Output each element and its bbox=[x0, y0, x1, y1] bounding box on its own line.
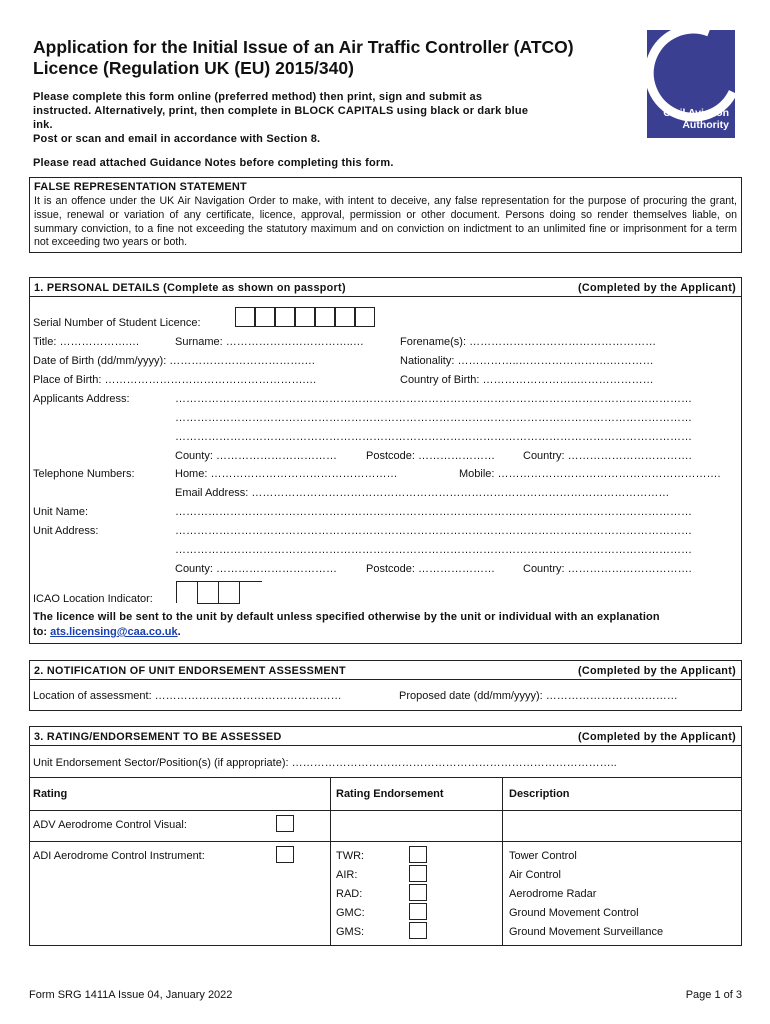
unit-address-line-2[interactable]: …………………………………………………………………………………………………………………………… bbox=[175, 544, 692, 556]
column-rating: Rating bbox=[33, 788, 68, 800]
adv-rating-checkbox[interactable] bbox=[276, 815, 294, 832]
intro-line-2: instructed. Alternatively, print, then complete in BLOCK CAPITALS using black or dark blue bbox=[33, 105, 529, 117]
intro-line-4: Post or scan and email in accordance with Section 8. bbox=[33, 133, 321, 145]
title-line-1: Application for the Initial Issue of an Air Traffic Controller (ATCO) bbox=[33, 37, 574, 57]
licence-delivery-note: The licence will be sent to the unit by default unless specified otherwise by the unit or individual with an explanation bbox=[33, 611, 660, 623]
section-2-title: 2. NOTIFICATION OF UNIT ENDORSEMENT ASSESSMENT bbox=[34, 665, 346, 677]
place-of-birth-field[interactable]: Place of Birth: ……………………………………………….… bbox=[33, 374, 317, 386]
endorsement-code-air: AIR: bbox=[336, 869, 358, 881]
logo-line-2: Authority bbox=[682, 118, 729, 131]
serial-digit-box[interactable] bbox=[235, 307, 255, 327]
section-2-header bbox=[29, 660, 742, 680]
page-title bbox=[33, 37, 633, 79]
serial-digit-box[interactable] bbox=[275, 307, 295, 327]
applicant-address-line-1[interactable]: …………………………………………………………………………………………………………………………… bbox=[175, 393, 692, 405]
serial-digit-box[interactable] bbox=[255, 307, 275, 327]
title-line-2: Licence (Regulation UK (EU) 2015/340) bbox=[33, 58, 354, 78]
page-number: Page 1 of 3 bbox=[685, 989, 742, 1001]
section-3-completed-by: (Completed by the Applicant) bbox=[578, 731, 736, 743]
column-description: Description bbox=[509, 788, 570, 800]
unit-county-field[interactable]: County: …………………………… bbox=[175, 563, 337, 575]
endorsement-checkbox-rad[interactable] bbox=[409, 884, 427, 901]
licence-note-to: to: bbox=[33, 626, 48, 638]
adv-rating-label: ADV Aerodrome Control Visual: bbox=[33, 819, 187, 831]
icao-char-box[interactable] bbox=[218, 581, 239, 603]
assessment-location-field[interactable]: Location of assessment: …………………………………………… bbox=[33, 690, 342, 702]
guidance-note: Please read attached Guidance Notes before completing this form. bbox=[33, 157, 394, 169]
unit-name-label: Unit Name: bbox=[33, 506, 89, 518]
false-representation-heading: FALSE REPRESENTATION STATEMENT bbox=[34, 181, 247, 193]
sector-position-field[interactable]: Unit Endorsement Sector/Position(s) (if appropriate): …………………………………………………………………………….. bbox=[33, 757, 617, 769]
forename-field[interactable]: Forename(s): …………………………………………… bbox=[400, 336, 657, 348]
unit-address-line-1[interactable]: …………………………………………………………………………………………………………………………… bbox=[175, 525, 692, 537]
unit-postcode-field[interactable]: Postcode: ………………… bbox=[366, 563, 495, 575]
endorsement-desc-air: Air Control bbox=[509, 869, 561, 881]
intro-instructions bbox=[33, 90, 613, 146]
section-2-completed-by: (Completed by the Applicant) bbox=[578, 665, 736, 677]
intro-line-1: Please complete this form online (preferred method) then print, sign and submit as bbox=[33, 91, 483, 103]
endorsement-code-gmc: GMC: bbox=[336, 907, 365, 919]
proposed-date-field[interactable]: Proposed date (dd/mm/yyyy): ……………………………… bbox=[399, 690, 678, 702]
email-field[interactable]: Email Address: …………………………………………………………………………………………………… bbox=[175, 487, 670, 499]
serial-digit-box[interactable] bbox=[295, 307, 315, 327]
endorsement-desc-gmc: Ground Movement Control bbox=[509, 907, 639, 919]
unit-country-field[interactable]: Country: ……………………………. bbox=[523, 563, 692, 575]
applicant-postcode-field[interactable]: Postcode: ………………… bbox=[366, 450, 495, 462]
unit-address-label: Unit Address: bbox=[33, 525, 99, 537]
caa-logo bbox=[647, 30, 735, 138]
applicant-address-label: Applicants Address: bbox=[33, 393, 130, 405]
endorsement-checkbox-gmc[interactable] bbox=[409, 903, 427, 920]
section-1-completed-by: (Completed by the Applicant) bbox=[578, 282, 736, 294]
serial-digit-box[interactable] bbox=[355, 307, 375, 327]
form-reference: Form SRG 1411A Issue 04, January 2022 bbox=[29, 989, 233, 1001]
endorsement-code-twr: TWR: bbox=[336, 850, 365, 862]
endorsement-code-gms: GMS: bbox=[336, 926, 365, 938]
adi-rating-checkbox[interactable] bbox=[276, 846, 294, 863]
licence-delivery-note-line-2 bbox=[33, 626, 181, 638]
endorsement-checkbox-air[interactable] bbox=[409, 865, 427, 882]
section-1-title: 1. PERSONAL DETAILS (Complete as shown on passport) bbox=[34, 282, 346, 294]
surname-field[interactable]: Surname: ……………………………..… bbox=[175, 336, 364, 348]
section-3-title: 3. RATING/ENDORSEMENT TO BE ASSESSED bbox=[34, 731, 282, 743]
serial-number-label: Serial Number of Student Licence: bbox=[33, 317, 201, 329]
applicant-county-field[interactable]: County: …………………………… bbox=[175, 450, 337, 462]
icao-char-box[interactable] bbox=[176, 581, 197, 603]
logo-line-1: Civil Aviation bbox=[663, 107, 729, 119]
title-field[interactable]: Title: ……………….… bbox=[33, 336, 140, 348]
nationality-field[interactable]: Nationality: ……………..…………………….………… bbox=[400, 355, 654, 367]
adi-rating-label: ADI Aerodrome Control Instrument: bbox=[33, 850, 205, 862]
serial-digit-box[interactable] bbox=[315, 307, 335, 327]
serial-digit-box[interactable] bbox=[335, 307, 355, 327]
intro-line-3: ink. bbox=[33, 119, 53, 131]
applicant-country-field[interactable]: Country: ……………………………. bbox=[523, 450, 692, 462]
country-of-birth-field[interactable]: Country of Birth: ……………………..………………… bbox=[400, 374, 654, 386]
licence-note-end: . bbox=[177, 626, 181, 638]
unit-name-field[interactable]: …………………………………………………………………………………………………………………………… bbox=[175, 506, 692, 518]
date-of-birth-field[interactable]: Date of Birth (dd/mm/yyyy): ……………………………….… bbox=[33, 355, 316, 367]
section-1-header bbox=[29, 277, 742, 297]
endorsement-code-rad: RAD: bbox=[336, 888, 363, 900]
endorsement-desc-twr: Tower Control bbox=[509, 850, 577, 862]
licensing-email-link[interactable]: ats.licensing@caa.co.uk bbox=[50, 626, 178, 638]
false-representation-box bbox=[29, 177, 742, 253]
endorsement-desc-rad: Aerodrome Radar bbox=[509, 888, 597, 900]
section-3-header bbox=[29, 726, 742, 746]
column-rating-endorsement: Rating Endorsement bbox=[336, 788, 444, 800]
icao-label: ICAO Location Indicator: bbox=[33, 593, 153, 605]
mobile-phone-field[interactable]: Mobile: ……………………………………………………. bbox=[459, 468, 721, 480]
home-phone-field[interactable]: Home: …………………………………………… bbox=[175, 468, 398, 480]
endorsement-desc-gms: Ground Movement Surveillance bbox=[509, 926, 664, 938]
endorsement-checkbox-gms[interactable] bbox=[409, 922, 427, 939]
icao-char-box[interactable] bbox=[239, 581, 260, 603]
icao-char-box[interactable] bbox=[197, 581, 218, 603]
false-representation-text: It is an offence under the UK Air Navigation Order to make, with intent to deceive, any false representation for the purpose of procuring the grant, issue, renewal or variation of any certificate, licence, approval, permission or other document. Persons doing so render themselves liable, on summary conviction, to a fine not exceeding the statutory maximum and on conviction on indictment to an unlimited fine or imprisonment for a term not exceeding two years or both. bbox=[34, 195, 737, 249]
endorsement-checkbox-twr[interactable] bbox=[409, 846, 427, 863]
applicant-address-line-3[interactable]: …………………………………………………………………………………………………………………………… bbox=[175, 431, 692, 443]
applicant-address-line-2[interactable]: …………………………………………………………………………………………………………………………… bbox=[175, 412, 692, 424]
telephone-label: Telephone Numbers: bbox=[33, 468, 135, 480]
